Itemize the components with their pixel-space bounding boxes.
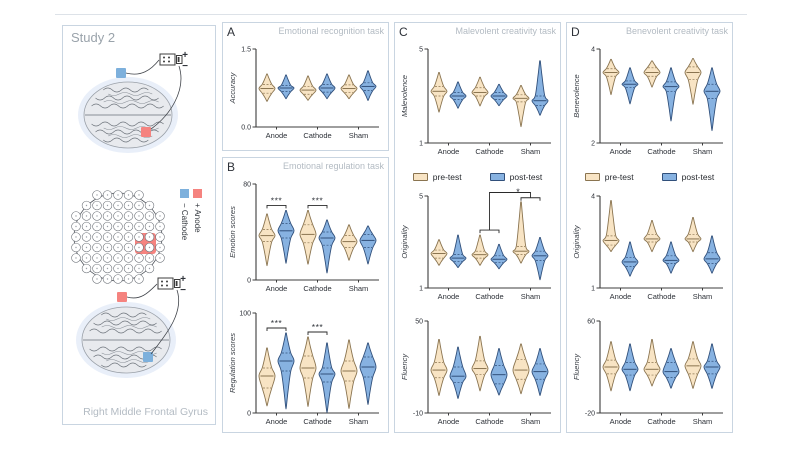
posttest-label: post-test bbox=[509, 172, 543, 182]
y-axis-label: Originality bbox=[400, 225, 409, 259]
x-tick-label: Anode bbox=[609, 147, 632, 156]
violin-plot bbox=[399, 40, 555, 162]
panel-c bbox=[394, 22, 561, 433]
cathode-legend-swatch bbox=[180, 189, 189, 198]
panel-study2 bbox=[62, 25, 216, 425]
significance-label: *** bbox=[311, 195, 324, 206]
panel-b-header bbox=[227, 160, 384, 175]
x-tick-label: Sham bbox=[348, 284, 369, 293]
violin-plot bbox=[571, 40, 727, 162]
plus-sign: + bbox=[182, 50, 188, 61]
pretest-label: pre-test bbox=[432, 172, 462, 182]
x-tick-label: Cathode bbox=[647, 292, 676, 301]
y-axis-label: Originality bbox=[572, 225, 581, 259]
x-tick-label: Cathode bbox=[303, 417, 332, 426]
brain-top-view-1 bbox=[78, 77, 178, 153]
brain-top-view-2 bbox=[76, 302, 176, 378]
panel-d-letter: D bbox=[571, 25, 580, 39]
x-tick-label: Cathode bbox=[303, 131, 332, 140]
y-tick-label: 60 bbox=[587, 318, 595, 326]
legend-posttest bbox=[490, 172, 543, 182]
y-axis-label: Accuracy bbox=[228, 72, 237, 104]
stimulation-illustration bbox=[63, 26, 215, 424]
figure-top-border bbox=[55, 14, 747, 15]
significance-label: *** bbox=[270, 318, 283, 328]
x-tick-label: Sham bbox=[520, 147, 541, 156]
y-tick-label: 1 bbox=[591, 285, 595, 293]
electrode-wire bbox=[126, 60, 159, 74]
panel-b-title: Emotional regulation task bbox=[282, 161, 384, 171]
x-tick-label: Sham bbox=[692, 147, 713, 156]
y-tick-label: 5 bbox=[419, 193, 423, 201]
y-axis-label: Fluency bbox=[400, 353, 409, 381]
chart-accuracy bbox=[227, 40, 384, 151]
chart-malevolence bbox=[399, 40, 556, 167]
pretest-label: pre-test bbox=[604, 172, 634, 182]
minus-sign: − bbox=[180, 285, 186, 296]
x-tick-label: Anode bbox=[609, 292, 632, 301]
x-tick-label: Anode bbox=[437, 417, 460, 426]
y-tick-label: 80 bbox=[243, 181, 251, 189]
y-axis-label: Regulation scores bbox=[228, 332, 237, 394]
eeg-montage bbox=[72, 191, 165, 284]
x-tick-label: Cathode bbox=[475, 292, 504, 301]
panel-a-title: Emotional recognition task bbox=[278, 26, 384, 36]
chart-regulation-scores bbox=[227, 304, 384, 437]
panel-c-letter: C bbox=[399, 25, 408, 39]
y-tick-label: 5 bbox=[419, 46, 423, 54]
posttest-label: post-test bbox=[681, 172, 715, 182]
violin-plot bbox=[571, 312, 727, 432]
x-tick-label: Cathode bbox=[303, 284, 332, 293]
posttest-swatch bbox=[662, 173, 677, 181]
x-tick-label: Anode bbox=[437, 147, 460, 156]
y-tick-label: 0 bbox=[247, 410, 251, 418]
violin-plot bbox=[227, 304, 383, 432]
pretest-swatch bbox=[413, 173, 428, 181]
panel-b-letter: B bbox=[227, 160, 236, 174]
study-label: Study 2 bbox=[71, 30, 116, 45]
panel-a-header bbox=[227, 25, 384, 40]
y-tick-label: -20 bbox=[584, 410, 595, 418]
significance-label: *** bbox=[270, 195, 283, 206]
anode-electrode-square bbox=[141, 127, 151, 137]
anode-legend-label: + Anode bbox=[193, 203, 202, 233]
panel-d-title: Benevolent creativity task bbox=[625, 26, 728, 36]
chart-malevolent-fluency bbox=[399, 312, 556, 437]
y-axis-label: Benevolence bbox=[572, 74, 581, 118]
panel-d bbox=[566, 22, 733, 433]
x-tick-label: Anode bbox=[265, 131, 288, 140]
x-tick-label: Sham bbox=[520, 292, 541, 301]
plus-sign: + bbox=[180, 274, 186, 285]
x-tick-label: Sham bbox=[692, 417, 713, 426]
violin-plot bbox=[571, 187, 727, 307]
y-tick-label: 100 bbox=[239, 310, 251, 318]
electrode-wire bbox=[127, 284, 157, 298]
legend-posttest bbox=[662, 172, 715, 182]
y-tick-label: 4 bbox=[591, 193, 595, 201]
cathode-electrode-square bbox=[116, 68, 126, 78]
legend-pretest bbox=[413, 172, 462, 182]
chart-emotion-scores bbox=[227, 175, 384, 304]
y-tick-label: 0.0 bbox=[241, 124, 251, 132]
y-tick-label: 1 bbox=[419, 140, 423, 148]
violin-plot bbox=[399, 312, 555, 432]
x-tick-label: Sham bbox=[348, 131, 369, 140]
x-tick-label: Cathode bbox=[475, 147, 504, 156]
panel-a-letter: A bbox=[227, 25, 236, 39]
chart-benevolent-originality bbox=[571, 187, 728, 312]
panel-a bbox=[222, 22, 389, 151]
x-tick-label: Anode bbox=[437, 292, 460, 301]
stimulator-icon bbox=[158, 274, 186, 296]
panel-c-title: Malevolent creativity task bbox=[455, 26, 556, 36]
violin-plot bbox=[227, 40, 383, 146]
cathode-legend-label: − Cathode bbox=[180, 203, 189, 241]
chart-benevolence bbox=[571, 40, 728, 167]
anode-electrode-square bbox=[117, 292, 127, 302]
y-axis-label: Emotion scores bbox=[228, 206, 237, 258]
minus-sign: − bbox=[182, 61, 188, 72]
x-tick-label: Cathode bbox=[647, 417, 676, 426]
x-tick-label: Sham bbox=[692, 292, 713, 301]
x-tick-label: Anode bbox=[265, 284, 288, 293]
posttest-swatch bbox=[490, 173, 505, 181]
x-tick-label: Anode bbox=[609, 417, 632, 426]
y-axis-label: Malevolence bbox=[400, 74, 409, 118]
legend-row bbox=[399, 167, 556, 187]
stimulator-icon bbox=[160, 50, 188, 72]
y-tick-label: 4 bbox=[591, 46, 595, 54]
violin-plot bbox=[227, 175, 383, 299]
y-tick-label: 2 bbox=[591, 140, 595, 148]
chart-malevolent-originality bbox=[399, 187, 556, 312]
y-tick-label: -10 bbox=[412, 410, 423, 418]
x-tick-label: Sham bbox=[348, 417, 369, 426]
x-tick-label: Sham bbox=[520, 417, 541, 426]
x-tick-label: Cathode bbox=[475, 417, 504, 426]
legend-row bbox=[571, 167, 728, 187]
x-tick-label: Anode bbox=[265, 417, 288, 426]
y-tick-label: 0 bbox=[247, 277, 251, 285]
panel-b bbox=[222, 157, 389, 433]
legend-pretest bbox=[585, 172, 634, 182]
panel-d-header bbox=[571, 25, 728, 40]
pretest-swatch bbox=[585, 173, 600, 181]
significance-label: * bbox=[516, 187, 520, 197]
y-tick-label: 50 bbox=[415, 318, 423, 326]
y-axis-label: Fluency bbox=[572, 353, 581, 381]
x-tick-label: Cathode bbox=[647, 147, 676, 156]
panel-c-header bbox=[399, 25, 556, 40]
chart-benevolent-fluency bbox=[571, 312, 728, 437]
y-tick-label: 1.5 bbox=[241, 46, 251, 54]
significance-label: *** bbox=[311, 322, 324, 332]
violin-plot bbox=[399, 187, 555, 307]
y-tick-label: 1 bbox=[419, 285, 423, 293]
anode-legend-swatch bbox=[193, 189, 202, 198]
brain-region-caption: Right Middle Frontal Gyrus bbox=[83, 406, 208, 418]
